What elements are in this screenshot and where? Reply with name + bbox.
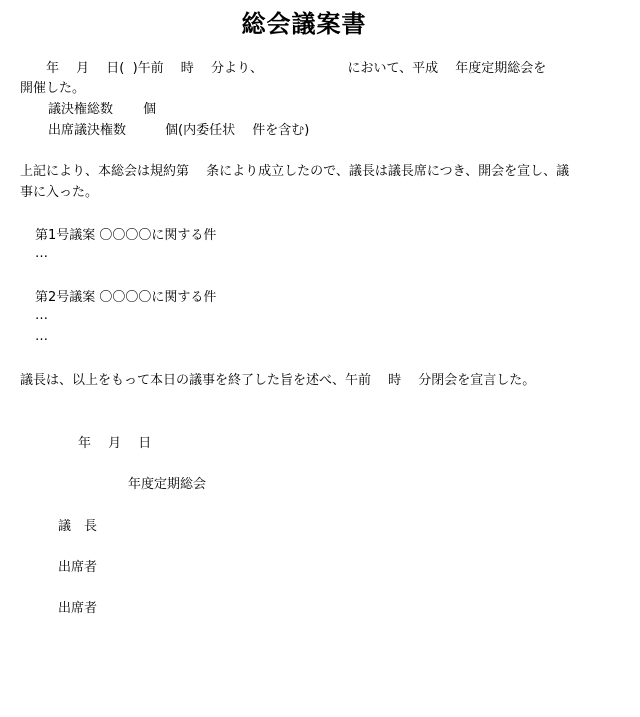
signature-attendee: 出席者: [58, 601, 98, 616]
agenda-item-2-detail: …: [35, 308, 48, 323]
signature-attendee: 出席者: [58, 560, 98, 575]
votes-total: 議決権総数 個: [48, 102, 157, 117]
closing-statement: 議長は、以上をもって本日の議事を終了した旨を述べ、午前 時 分閉会を宣言した。: [20, 373, 536, 388]
agenda-item-2-detail: …: [35, 329, 48, 344]
opening-line-1: 年 月 日( )午前 時 分より、 において、平成 年度定期総会を: [20, 61, 547, 76]
agenda-item-1-detail: …: [35, 246, 48, 261]
signature-meeting: 年度定期総会: [128, 477, 207, 492]
votes-present: 出席議決権数 個(内委任状 件を含む): [48, 123, 310, 138]
opening-line-2: 開催した。: [20, 81, 86, 96]
quorum-line-1: 上記により、本総会は規約第 条により成立したので、議長は議長席につき、開会を宣し、議: [20, 164, 570, 179]
signature-chair: 議 長: [58, 519, 98, 534]
document-title: 総会議案書: [241, 9, 367, 38]
agenda-item-2-label: 第2号議案 〇〇〇〇に関する件: [35, 290, 217, 305]
quorum-line-2: 事に入った。: [20, 185, 99, 200]
signature-date: 年 月 日: [78, 436, 152, 451]
agenda-item-1-label: 第1号議案 〇〇〇〇に関する件: [35, 228, 217, 243]
